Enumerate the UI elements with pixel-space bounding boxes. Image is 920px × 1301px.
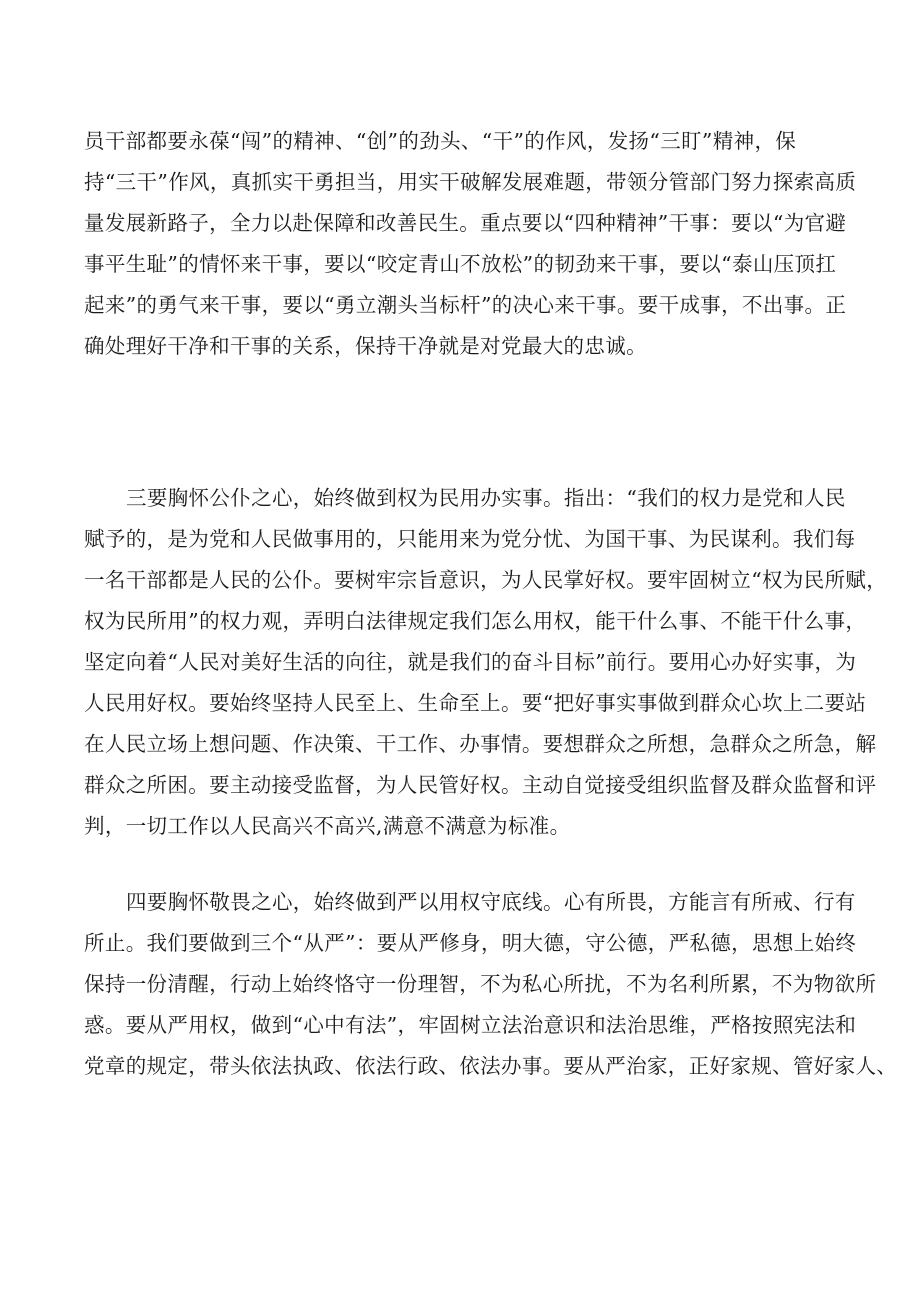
paragraph-1	[84, 121, 857, 367]
paragraph-line: 在人民立场上想问题、作决策、干工作、办事情。要想群众之所想，急群众之所急，解	[84, 732, 877, 756]
paragraph-line: 起来”的勇气来干事，要以“勇立潮头当标杆”的决心来干事。要干成事，不出事。正	[84, 293, 847, 317]
paragraph-line: 赋予的，是为党和人民做事用的，只能用来为党分忧、为国干事、为民谋利。我们每	[84, 527, 856, 551]
paragraph-line: 所止。我们要做到三个“从严”：要从严修身，明大德，守公德，严私德，思想上始终	[84, 931, 857, 955]
paragraph-line: 权为民所用”的权力观，弄明白法律规定我们怎么用权，能干什么事、不能干什么事，	[84, 609, 867, 633]
paragraph-line: 党章的规定，带头依法执政、依法行政、依法办事。要从严治家，正好家规、管好家人、	[84, 1054, 898, 1078]
paragraph-line: 保持一份清醒，行动上始终恪守一份理智，不为私心所扰，不为名利所累，不为物欲所	[84, 972, 877, 996]
paragraph-line: 坚定向着“人民对美好生活的向往，就是我们的奋斗目标”前行。要用心办好实事，为	[84, 650, 857, 674]
paragraph-line: 惑。要从严用权，做到“心中有法”，牢固树立法治意识和法治思维，严格按照宪法和	[84, 1013, 857, 1037]
paragraph-line: 三要胸怀公仆之心，始终做到权为民用办实事。指出：“我们的权力是党和人民	[126, 486, 846, 510]
paragraph-line: 四要胸怀敬畏之心，始终做到严以用权守底线。心有所畏，方能言有所戒、行有	[126, 890, 856, 914]
paragraph-3	[84, 882, 898, 1087]
paragraph-line: 判，一切工作以人民高兴不高兴,满意不满意为标准。	[84, 814, 571, 838]
paragraph-line: 一名干部都是人民的公仆。要树牢宗旨意识，为人民掌好权。要牢固树立“权为民所赋，	[84, 568, 888, 592]
paragraph-line: 员干部都要永葆“闯”的精神、“创”的劲头、“干”的作风，发扬“三盯”精神，保	[84, 129, 797, 153]
paragraph-2	[84, 478, 888, 847]
paragraph-line: 人民用好权。要始终坚持人民至上、生命至上。要“把好事实事做到群众心坎上二要站	[84, 691, 867, 715]
paragraph-line: 群众之所困。要主动接受监督，为人民管好权。主动自觉接受组织监督及群众监督和评	[84, 773, 877, 797]
paragraph-line: 量发展新路子，全力以赴保障和改善民生。重点要以“四种精神”干事：要以“为官避	[84, 211, 847, 235]
paragraph-line: 事平生耻”的情怀来干事，要以“咬定青山不放松”的韧劲来干事，要以“泰山压顶扛	[84, 252, 837, 276]
paragraph-line: 确处理好干净和干事的关系，保持干净就是对党最大的忠诚。	[84, 334, 647, 358]
paragraph-line: 持“三干”作风，真抓实干勇担当，用实干破解发展难题，带领分管部门努力探索高质	[84, 170, 857, 194]
